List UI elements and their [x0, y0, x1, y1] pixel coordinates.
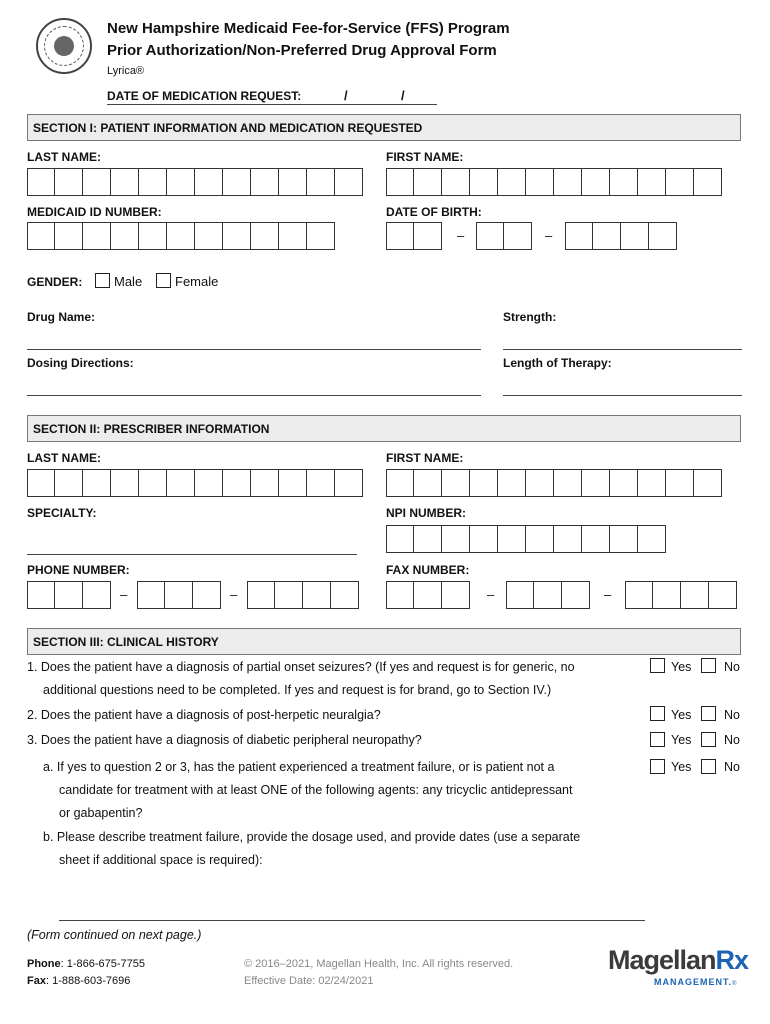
logo-management-text: MANAGEMENT. [654, 977, 732, 987]
female-checkbox[interactable] [156, 273, 171, 288]
medicaid-id-boxes[interactable] [27, 222, 335, 250]
fax-number-label: FAX NUMBER: [386, 563, 470, 577]
date-sep-1: / [344, 88, 348, 103]
q2-yes-checkbox[interactable] [650, 706, 665, 721]
prescriber-last-name-boxes[interactable] [27, 469, 363, 497]
footer-fax-value: : 1-888-603-7696 [45, 975, 131, 987]
dob-dash-2: – [545, 228, 553, 243]
npi-label: NPI NUMBER: [386, 506, 466, 520]
dosing-directions-field[interactable] [27, 395, 481, 396]
footer-fax [27, 975, 130, 987]
question-3b-line1: b. Please describe treatment failure, provide the dosage used, and provide dates (use a separate [43, 830, 581, 844]
q3-no-checkbox[interactable] [701, 732, 716, 747]
treatment-failure-field[interactable] [59, 920, 645, 921]
patient-last-name-boxes[interactable] [27, 168, 363, 196]
length-of-therapy-label: Length of Therapy: [503, 356, 612, 370]
gender-label: GENDER: [27, 275, 83, 289]
q1-yes-checkbox[interactable] [650, 658, 665, 673]
phone-number-label: PHONE NUMBER: [27, 563, 130, 577]
question-3b-line2: sheet if additional space is required): [59, 853, 263, 867]
logo-word-magellan: Magellan [608, 945, 716, 975]
q2-no-checkbox[interactable] [701, 706, 716, 721]
question-3: 3. Does the patient have a diagnosis of diabetic peripheral neuropathy? [27, 733, 422, 747]
question-1-line2: additional questions need to be completed. If yes and request is for brand, go to Section IV.) [43, 683, 552, 697]
q3-no-label: No [724, 733, 740, 747]
prescriber-first-name-boxes[interactable] [386, 469, 722, 497]
q3a-yes-label: Yes [671, 760, 692, 774]
phone-line-boxes[interactable] [247, 581, 359, 609]
section-3-header: SECTION III: CLINICAL HISTORY [27, 628, 741, 655]
prescriber-first-name-label: FIRST NAME: [386, 451, 464, 465]
q3-yes-checkbox[interactable] [650, 732, 665, 747]
male-checkbox[interactable] [95, 273, 110, 288]
date-sep-2: / [401, 88, 405, 103]
q3a-no-label: No [724, 760, 740, 774]
patient-last-name-label: LAST NAME: [27, 150, 101, 164]
q1-no-label: No [724, 660, 740, 674]
drug-subtitle: Lyrica® [107, 65, 145, 77]
form-title-line1: New Hampshire Medicaid Fee-for-Service (FFS) Program [107, 20, 510, 37]
section-2-header: SECTION II: PRESCRIBER INFORMATION [27, 415, 741, 442]
medicaid-id-label: MEDICAID ID NUMBER: [27, 205, 162, 219]
state-seal-logo [36, 18, 92, 74]
q3a-yes-checkbox[interactable] [650, 759, 665, 774]
footer-fax-label: Fax [27, 975, 46, 987]
phone-dash-1: – [120, 587, 128, 602]
q2-yes-label: Yes [671, 708, 692, 722]
drug-name-field[interactable] [27, 349, 481, 350]
logo-word-rx: Rx [715, 945, 749, 975]
drug-name-label: Drug Name: [27, 310, 96, 324]
specialty-field[interactable] [27, 554, 357, 555]
footer-phone-value: : 1-866-675-7755 [60, 958, 146, 970]
dob-year-boxes[interactable] [565, 222, 677, 250]
fax-dash-1: – [487, 587, 495, 602]
question-3a-line1: a. If yes to question 2 or 3, has the patient experienced a treatment failure, or is patient not a [43, 760, 555, 774]
footer-phone [27, 958, 145, 970]
dob-day-boxes[interactable] [476, 222, 532, 250]
logo-management [654, 974, 736, 988]
q1-no-checkbox[interactable] [701, 658, 716, 673]
section-1-header: SECTION I: PATIENT INFORMATION AND MEDICATION REQUESTED [27, 114, 741, 141]
q3-yes-label: Yes [671, 733, 692, 747]
strength-label: Strength: [503, 310, 557, 324]
q1-yes-label: Yes [671, 660, 692, 674]
length-of-therapy-field[interactable] [503, 395, 742, 396]
date-request-label: DATE OF MEDICATION REQUEST: [107, 89, 302, 103]
phone-area-boxes[interactable] [27, 581, 111, 609]
q3a-no-checkbox[interactable] [701, 759, 716, 774]
npi-boxes[interactable] [386, 525, 666, 553]
footer-effective-date: Effective Date: 02/24/2021 [244, 975, 374, 987]
dob-label: DATE OF BIRTH: [386, 205, 482, 219]
form-title-line2: Prior Authorization/Non-Preferred Drug Approval Form [107, 42, 497, 59]
patient-first-name-label: FIRST NAME: [386, 150, 464, 164]
dosing-directions-label: Dosing Directions: [27, 356, 134, 370]
date-request-line[interactable] [107, 104, 437, 105]
question-1-line1: 1. Does the patient have a diagnosis of partial onset seizures? (If yes and request is for generic, no [27, 660, 575, 674]
phone-dash-2: – [230, 587, 238, 602]
question-2: 2. Does the patient have a diagnosis of post-herpetic neuralgia? [27, 708, 381, 722]
question-3a-line3: or gabapentin? [59, 806, 143, 820]
specialty-label: SPECIALTY: [27, 506, 97, 520]
dob-dash-1: – [457, 228, 465, 243]
q2-no-label: No [724, 708, 740, 722]
footer-phone-label: Phone [27, 958, 61, 970]
patient-first-name-boxes[interactable] [386, 168, 722, 196]
footer-copyright: © 2016–2021, Magellan Health, Inc. All rights reserved. [244, 958, 514, 970]
dob-month-boxes[interactable] [386, 222, 442, 250]
fax-area-boxes[interactable] [386, 581, 470, 609]
strength-field[interactable] [503, 349, 742, 350]
fax-line-boxes[interactable] [625, 581, 737, 609]
fax-dash-2: – [604, 587, 612, 602]
phone-prefix-boxes[interactable] [137, 581, 221, 609]
logo-registered-mark: ® [732, 981, 737, 987]
question-3a-line2: candidate for treatment with at least ONE of the following agents: any tricyclic antidepressant [59, 783, 573, 797]
male-label: Male [114, 274, 143, 289]
form-continued-note: (Form continued on next page.) [27, 928, 202, 942]
female-label: Female [175, 274, 219, 289]
fax-prefix-boxes[interactable] [506, 581, 590, 609]
prescriber-last-name-label: LAST NAME: [27, 451, 101, 465]
